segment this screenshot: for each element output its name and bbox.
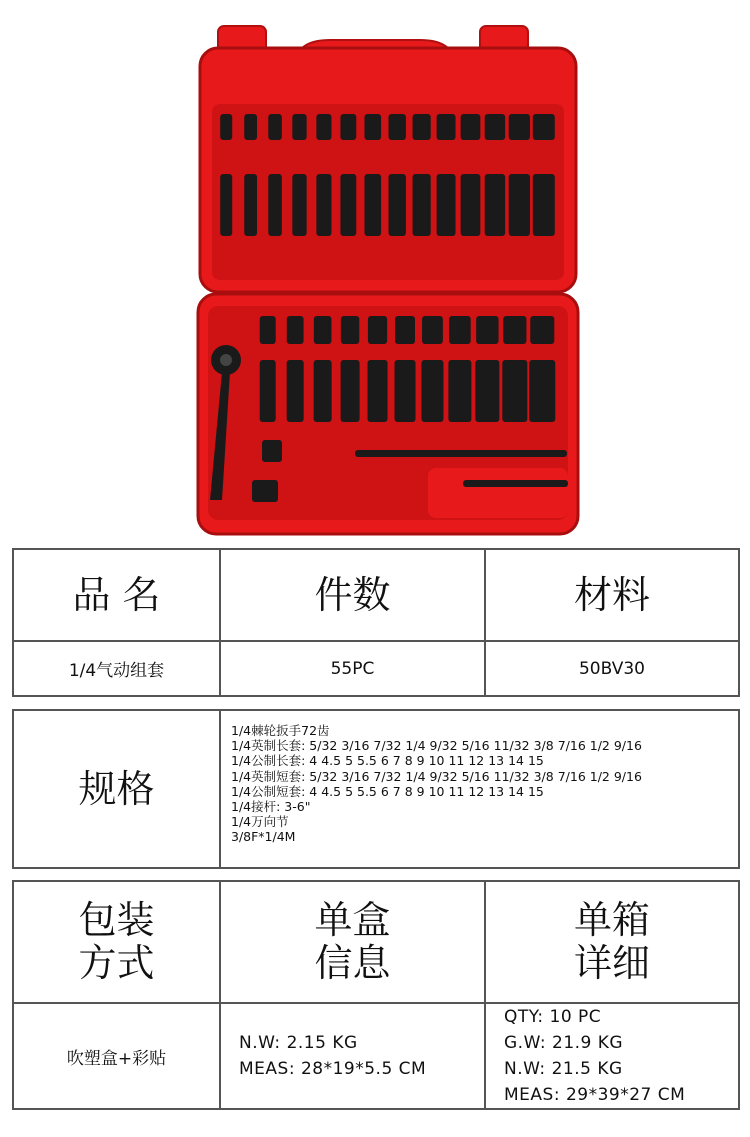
carton-net-weight: N.W: 21.5 KG [504, 1059, 623, 1079]
carton-measurement: MEAS: 29*39*27 CM [504, 1085, 686, 1105]
socket [395, 316, 415, 344]
socket [314, 316, 332, 344]
extension-bar-short [463, 480, 568, 487]
socket [292, 114, 306, 140]
socket [437, 174, 456, 236]
socket [314, 360, 332, 422]
socket [485, 114, 505, 140]
header-carton-details [486, 882, 738, 1002]
socket [533, 174, 555, 236]
socket [268, 114, 282, 140]
spec-label: 规格 [14, 711, 221, 867]
socket [413, 174, 431, 236]
spec-line: 3/8F*1/4M [231, 829, 296, 845]
socket [413, 114, 431, 140]
socket [287, 360, 304, 422]
header-material: 材料 [573, 572, 650, 617]
box-info-values [221, 1004, 486, 1108]
socket [268, 174, 282, 236]
header-quantity: 件数 [221, 550, 486, 640]
socket [449, 316, 471, 344]
socket [364, 174, 381, 236]
socket [292, 174, 306, 236]
header-packaging [14, 882, 221, 1002]
base-corner-block [428, 468, 568, 518]
socket [220, 174, 232, 236]
socket [533, 114, 555, 140]
socket [389, 114, 406, 140]
value-quantity: 55PC [221, 642, 486, 695]
socket [220, 114, 232, 140]
socket [461, 174, 481, 236]
header-product-name: 品 名 [14, 550, 221, 640]
spec-list [221, 711, 738, 867]
spec-line: 1/4公制长套: 4 4.5 5 5.5 6 7 8 9 10 11 12 13 14 15 [231, 753, 544, 769]
socket [503, 316, 526, 344]
socket [509, 114, 530, 140]
header-packaging-line: 方式 [78, 941, 155, 985]
socket [461, 114, 481, 140]
specification-table [12, 709, 740, 869]
spec-line: 1/4英制短套: 5/32 3/16 7/32 1/4 9/32 5/16 11/32 3/8 7/16 1/2 9/16 [231, 768, 642, 784]
spec-line: 1/4接杆: 3-6" [231, 799, 311, 815]
socket [340, 174, 356, 236]
product-photo [0, 0, 750, 545]
header-box-info-line: 单盒 [314, 898, 391, 943]
socket [316, 174, 331, 236]
spec-line: 1/4棘轮扳手72齿 [231, 723, 330, 738]
socket [389, 174, 406, 236]
socket [316, 114, 331, 140]
packaging-table [12, 880, 740, 1110]
header-carton-line: 单箱 [573, 898, 650, 943]
socket [368, 316, 387, 344]
socket [364, 114, 381, 140]
socket [341, 360, 360, 422]
socket [476, 316, 498, 344]
socket [244, 114, 257, 140]
spec-line: 1/4万向节 [231, 814, 289, 830]
socket [502, 360, 527, 422]
socket [421, 360, 443, 422]
socket [422, 316, 443, 344]
socket [509, 174, 530, 236]
socket [448, 360, 471, 422]
socket [244, 174, 257, 236]
socket [475, 360, 499, 422]
extension-bar-long [355, 450, 567, 457]
socket [368, 360, 388, 422]
box-net-weight: N.W: 2.15 KG [239, 1033, 358, 1053]
header-carton-line: 详细 [573, 941, 650, 985]
spec-line: 1/4公制短套: 4 4.5 5 5.5 6 7 8 9 10 11 12 13 14 15 [231, 783, 544, 799]
value-material: 50BV30 [578, 658, 646, 679]
header-box-info-line: 信息 [314, 941, 391, 985]
socket-set-case-image [0, 0, 750, 545]
header-box-info [221, 882, 486, 1002]
socket [395, 360, 416, 422]
socket [341, 316, 359, 344]
carton-info-values [486, 1004, 738, 1108]
socket [287, 316, 304, 344]
socket [485, 174, 505, 236]
universal-joint [262, 440, 282, 462]
box-measurement: MEAS: 28*19*5.5 CM [239, 1059, 427, 1079]
carton-gross-weight: G.W: 21.9 KG [504, 1033, 624, 1053]
value-product-name: 1/4气动组套 [14, 642, 221, 695]
product-info-table [12, 548, 740, 697]
socket [529, 360, 555, 422]
adapter [252, 480, 278, 502]
socket [260, 316, 276, 344]
socket [340, 114, 356, 140]
carton-quantity: QTY: 10 PC [504, 1007, 602, 1027]
socket [260, 360, 276, 422]
value-packaging: 吹塑盒+彩贴 [14, 1004, 221, 1108]
socket [437, 114, 456, 140]
header-packaging-line: 包装 [78, 898, 155, 943]
socket [530, 316, 554, 344]
spec-line: 1/4英制长套: 5/32 3/16 7/32 1/4 9/32 5/16 11/32 3/8 7/16 1/2 9/16 [231, 738, 642, 754]
